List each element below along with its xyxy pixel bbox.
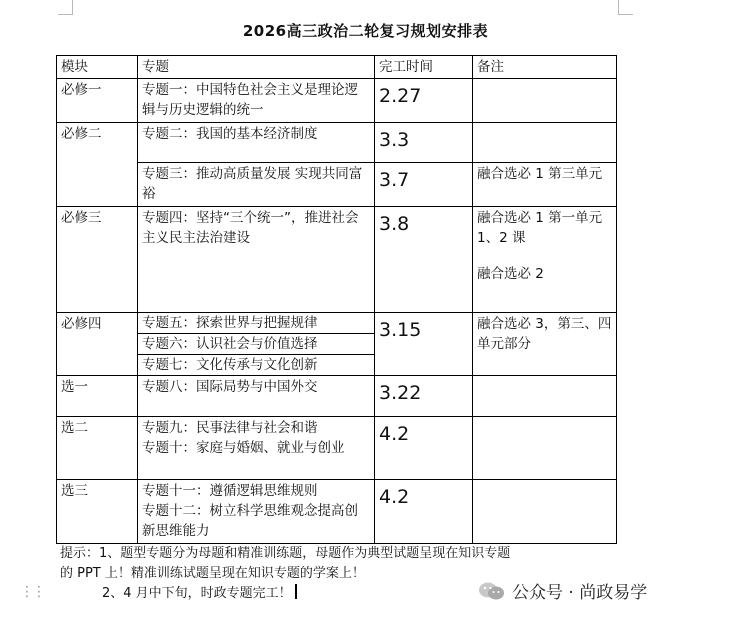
topic-cell: 专题三：推动高质量发展 实现共同富裕	[138, 163, 375, 207]
watermark-text: 公众号 · 尚政易学	[512, 583, 648, 603]
table-row	[57, 79, 617, 123]
text-cursor	[295, 584, 297, 599]
header-note: 备注	[473, 56, 617, 79]
time-cell: 3.8	[375, 207, 473, 313]
sub-topic: 专题十：家庭与婚姻、就业与创业	[142, 440, 345, 456]
time-cell: 4.2	[375, 480, 473, 544]
note-cell	[473, 480, 617, 544]
module-cell: 选一	[57, 376, 138, 417]
table-row	[57, 480, 617, 544]
sub-topic: 专题十一：遵循逻辑思维规则	[142, 483, 318, 499]
header-topic: 专题	[138, 56, 375, 79]
watermark	[478, 578, 647, 603]
topic-cell	[138, 480, 375, 544]
topic-cell	[138, 417, 375, 480]
module-cell: 选三	[57, 480, 138, 544]
wechat-icon	[478, 581, 506, 601]
tips-line-1: 提示：1、题型专题分为母题和精准训练题，母题作为典型试题呈现在知识专题	[60, 546, 511, 561]
time-cell: 3.22	[375, 376, 473, 417]
header-time: 完工时间	[375, 56, 473, 79]
module-cell: 必修二	[57, 123, 138, 207]
time-cell: 3.15	[375, 313, 473, 376]
note-cell: 融合选必 3，第三、四单元部分	[473, 313, 617, 376]
sub-topic: 专题五：探索世界与把握规律	[138, 313, 374, 334]
note-cell	[473, 79, 617, 123]
note-cell	[473, 123, 617, 163]
topic-cell: 专题二：我国的基本经济制度	[138, 123, 375, 163]
table-row	[57, 207, 617, 313]
note-text-2: 融合选必 2	[477, 266, 544, 282]
module-cell: 选二	[57, 417, 138, 480]
page-corner-mark-right	[618, 0, 633, 15]
tips-line-3: 2、4 月中下旬，时政专题完工！	[102, 586, 292, 601]
module-cell: 必修一	[57, 79, 138, 123]
tips-line-2: 的 PPT 上！精准训练试题呈现在知识专题的学案上！	[60, 566, 365, 581]
sub-topic: 专题七：文化传承与文化创新	[142, 357, 318, 373]
topic-cell	[138, 313, 375, 376]
table-row	[57, 313, 617, 376]
topic-cell: 专题四：坚持“三个统一”，推进社会主义民主法治建设	[138, 207, 375, 313]
table-row	[57, 163, 617, 207]
document-title: 2026高三政治二轮复习规划安排表	[242, 22, 489, 40]
drag-handle-icon[interactable]: ⋮⋮	[20, 584, 44, 600]
time-cell: 3.3	[375, 123, 473, 163]
note-cell: 融合选必 1 第三单元	[473, 163, 617, 207]
table-row	[57, 123, 617, 163]
note-cell	[473, 417, 617, 480]
topic-cell: 专题一：中国特色社会主义是理论逻辑与历史逻辑的统一	[138, 79, 375, 123]
table-row	[57, 376, 617, 417]
time-cell: 2.27	[375, 79, 473, 123]
header-module: 模块	[57, 56, 138, 79]
sub-topic: 专题十二：树立科学思维观念提高创新思维能力	[142, 503, 358, 539]
sub-topic: 专题六：认识社会与价值选择	[138, 334, 374, 355]
table-header-row	[57, 56, 617, 79]
module-cell: 必修三	[57, 207, 138, 313]
note-cell	[473, 207, 617, 313]
time-cell: 3.7	[375, 163, 473, 207]
table-row	[57, 417, 617, 480]
time-cell: 4.2	[375, 417, 473, 480]
sub-topic: 专题九：民事法律与社会和谐	[142, 420, 318, 436]
note-text: 融合选必 1 第一单元 1、2 课	[477, 210, 603, 246]
module-cell: 必修四	[57, 313, 138, 376]
topic-cell: 专题八：国际局势与中国外交	[138, 376, 375, 417]
note-cell	[473, 376, 617, 417]
plan-table	[56, 55, 617, 544]
page-corner-mark-left	[58, 0, 73, 15]
